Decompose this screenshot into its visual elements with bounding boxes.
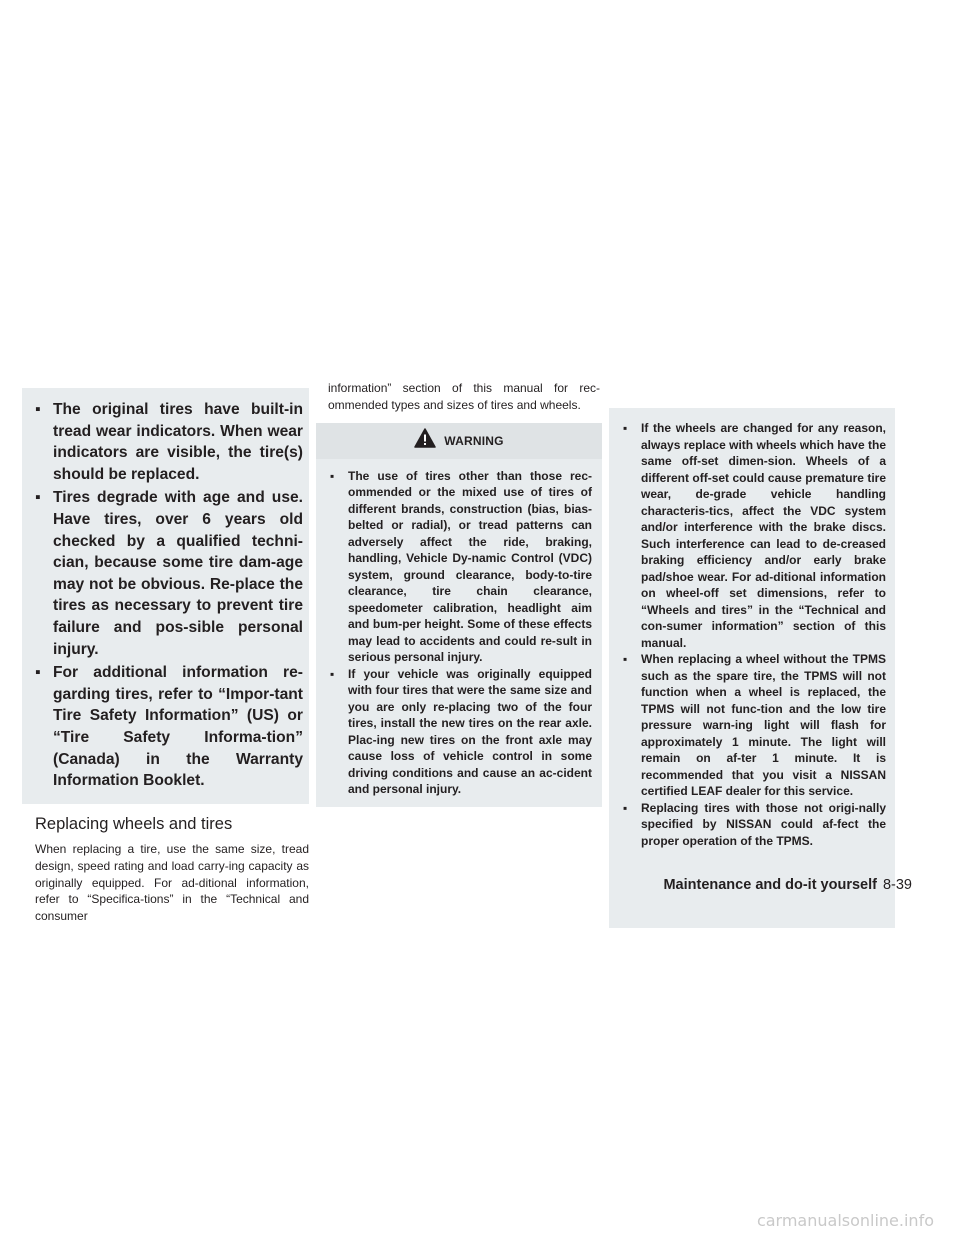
watermark[interactable]: carmanualsonline.info — [756, 1211, 934, 1230]
warning-continued-box — [609, 408, 895, 928]
warning-list — [330, 468, 592, 798]
caution-box — [22, 388, 309, 804]
list-item: ▪ If your vehicle was originally equipped with four tires that were the same size and you are only re-placing two of the four tires, install the new tires on the rear axle. Plac-ing new tires on the front axle may cause loss of vehicle control in some driving conditions and cause an ac-cident and personal injury. — [330, 666, 592, 797]
list-item: ▪ The use of tires other than those rec-ommended or the mixed use of tires of different brands, construction (bias, bias-belted or radial), or tread patterns can adversely affect the ride, braking, handling, Vehicle Dy-namic Control (VDC) system, ground clearance, body-to-tire clearance, tire chain clearance, speedometer calibration, headlight aim and bum-per height. Some of these effects may lead to accidents and could re-sult in serious personal injury. — [330, 468, 592, 665]
list-item: ▪ Replacing tires with those not origi-nally specified by NISSAN could af-fect the proper operation of the TPMS. — [623, 800, 886, 848]
page-footer — [663, 877, 912, 893]
warning-body — [316, 459, 602, 807]
list-item: ▪ If the wheels are changed for any reason, always replace with wheels which have the same off-set dimen-sion. Wheels of a different off-set could cause premature tire wear, de-grade vehicle handling characteris-tics, affect the VDC system and/or interference with the brake discs. Such interference can lead to de-creased braking efficiency and/or early brake pad/shoe wear. For ad-ditional information on wheel-off set dimensions, refer to “Wheels and tires” in the “Technical and con-sumer information” section of this manual. — [623, 421, 886, 650]
bullet: ▪ — [35, 489, 41, 507]
list-item: ▪ The original tires have built-in tread wear indicators. When wear indicators are visible, the tire(s) should be replaced. — [35, 401, 303, 483]
body-paragraph: When replacing a tire, use the same size, tread design, speed rating and load carry-ing capacity as originally equipped. For ad-ditional information, refer to “Specifica-tions” in the “Technical and consumer — [35, 841, 309, 924]
warning-continued-list — [623, 420, 886, 849]
column-left — [22, 388, 309, 925]
caution-list — [35, 399, 303, 792]
warning-box — [316, 423, 602, 807]
bullet: ▪ — [35, 401, 41, 418]
bullet: ▪ — [623, 652, 628, 666]
bullet: ▪ — [35, 664, 41, 682]
footer-section-title: Maintenance and do-it yourself — [663, 877, 877, 893]
bullet: ▪ — [623, 421, 628, 435]
column-right — [609, 408, 895, 928]
list-item: ▪ For additional information re-garding tires, refer to “Impor-tant Tire Safety Information” (US) or “Tire Safety Informa-tion” (Canada) in the Warranty Information Booklet. — [35, 664, 303, 790]
list-item: ▪ Tires degrade with age and use. Have tires, over 6 years old checked by a qualified techni-cian, because some tire dam-age may not be obvious. Re-place the tires as necessary to prevent tire failure and pos-sible personal injury. — [35, 489, 303, 658]
body-paragraph-continued: information” section of this manual for rec-ommended types and sizes of tires and wheels. — [328, 381, 600, 412]
page-number: 8-39 — [882, 877, 912, 893]
column-middle — [316, 381, 602, 807]
warning-triangle-icon — [414, 428, 436, 448]
bullet: ▪ — [623, 800, 628, 815]
bullet: ▪ — [330, 468, 335, 483]
section-heading: Replacing wheels and tires — [35, 814, 233, 833]
warning-header — [316, 423, 602, 459]
list-item: ▪ When replacing a wheel without the TPMS such as the spare tire, the TPMS will not function when a wheel is replaced, the TPMS will not func-tion and the low tire pressure warn-ing light will flash for approximately 1 minute. The light will remain on af-ter 1 minute. It is recommended that you visit a NISSAN certified LEAF dealer for this service. — [623, 652, 886, 798]
warning-label: WARNING — [444, 433, 504, 448]
bullet: ▪ — [330, 666, 335, 681]
